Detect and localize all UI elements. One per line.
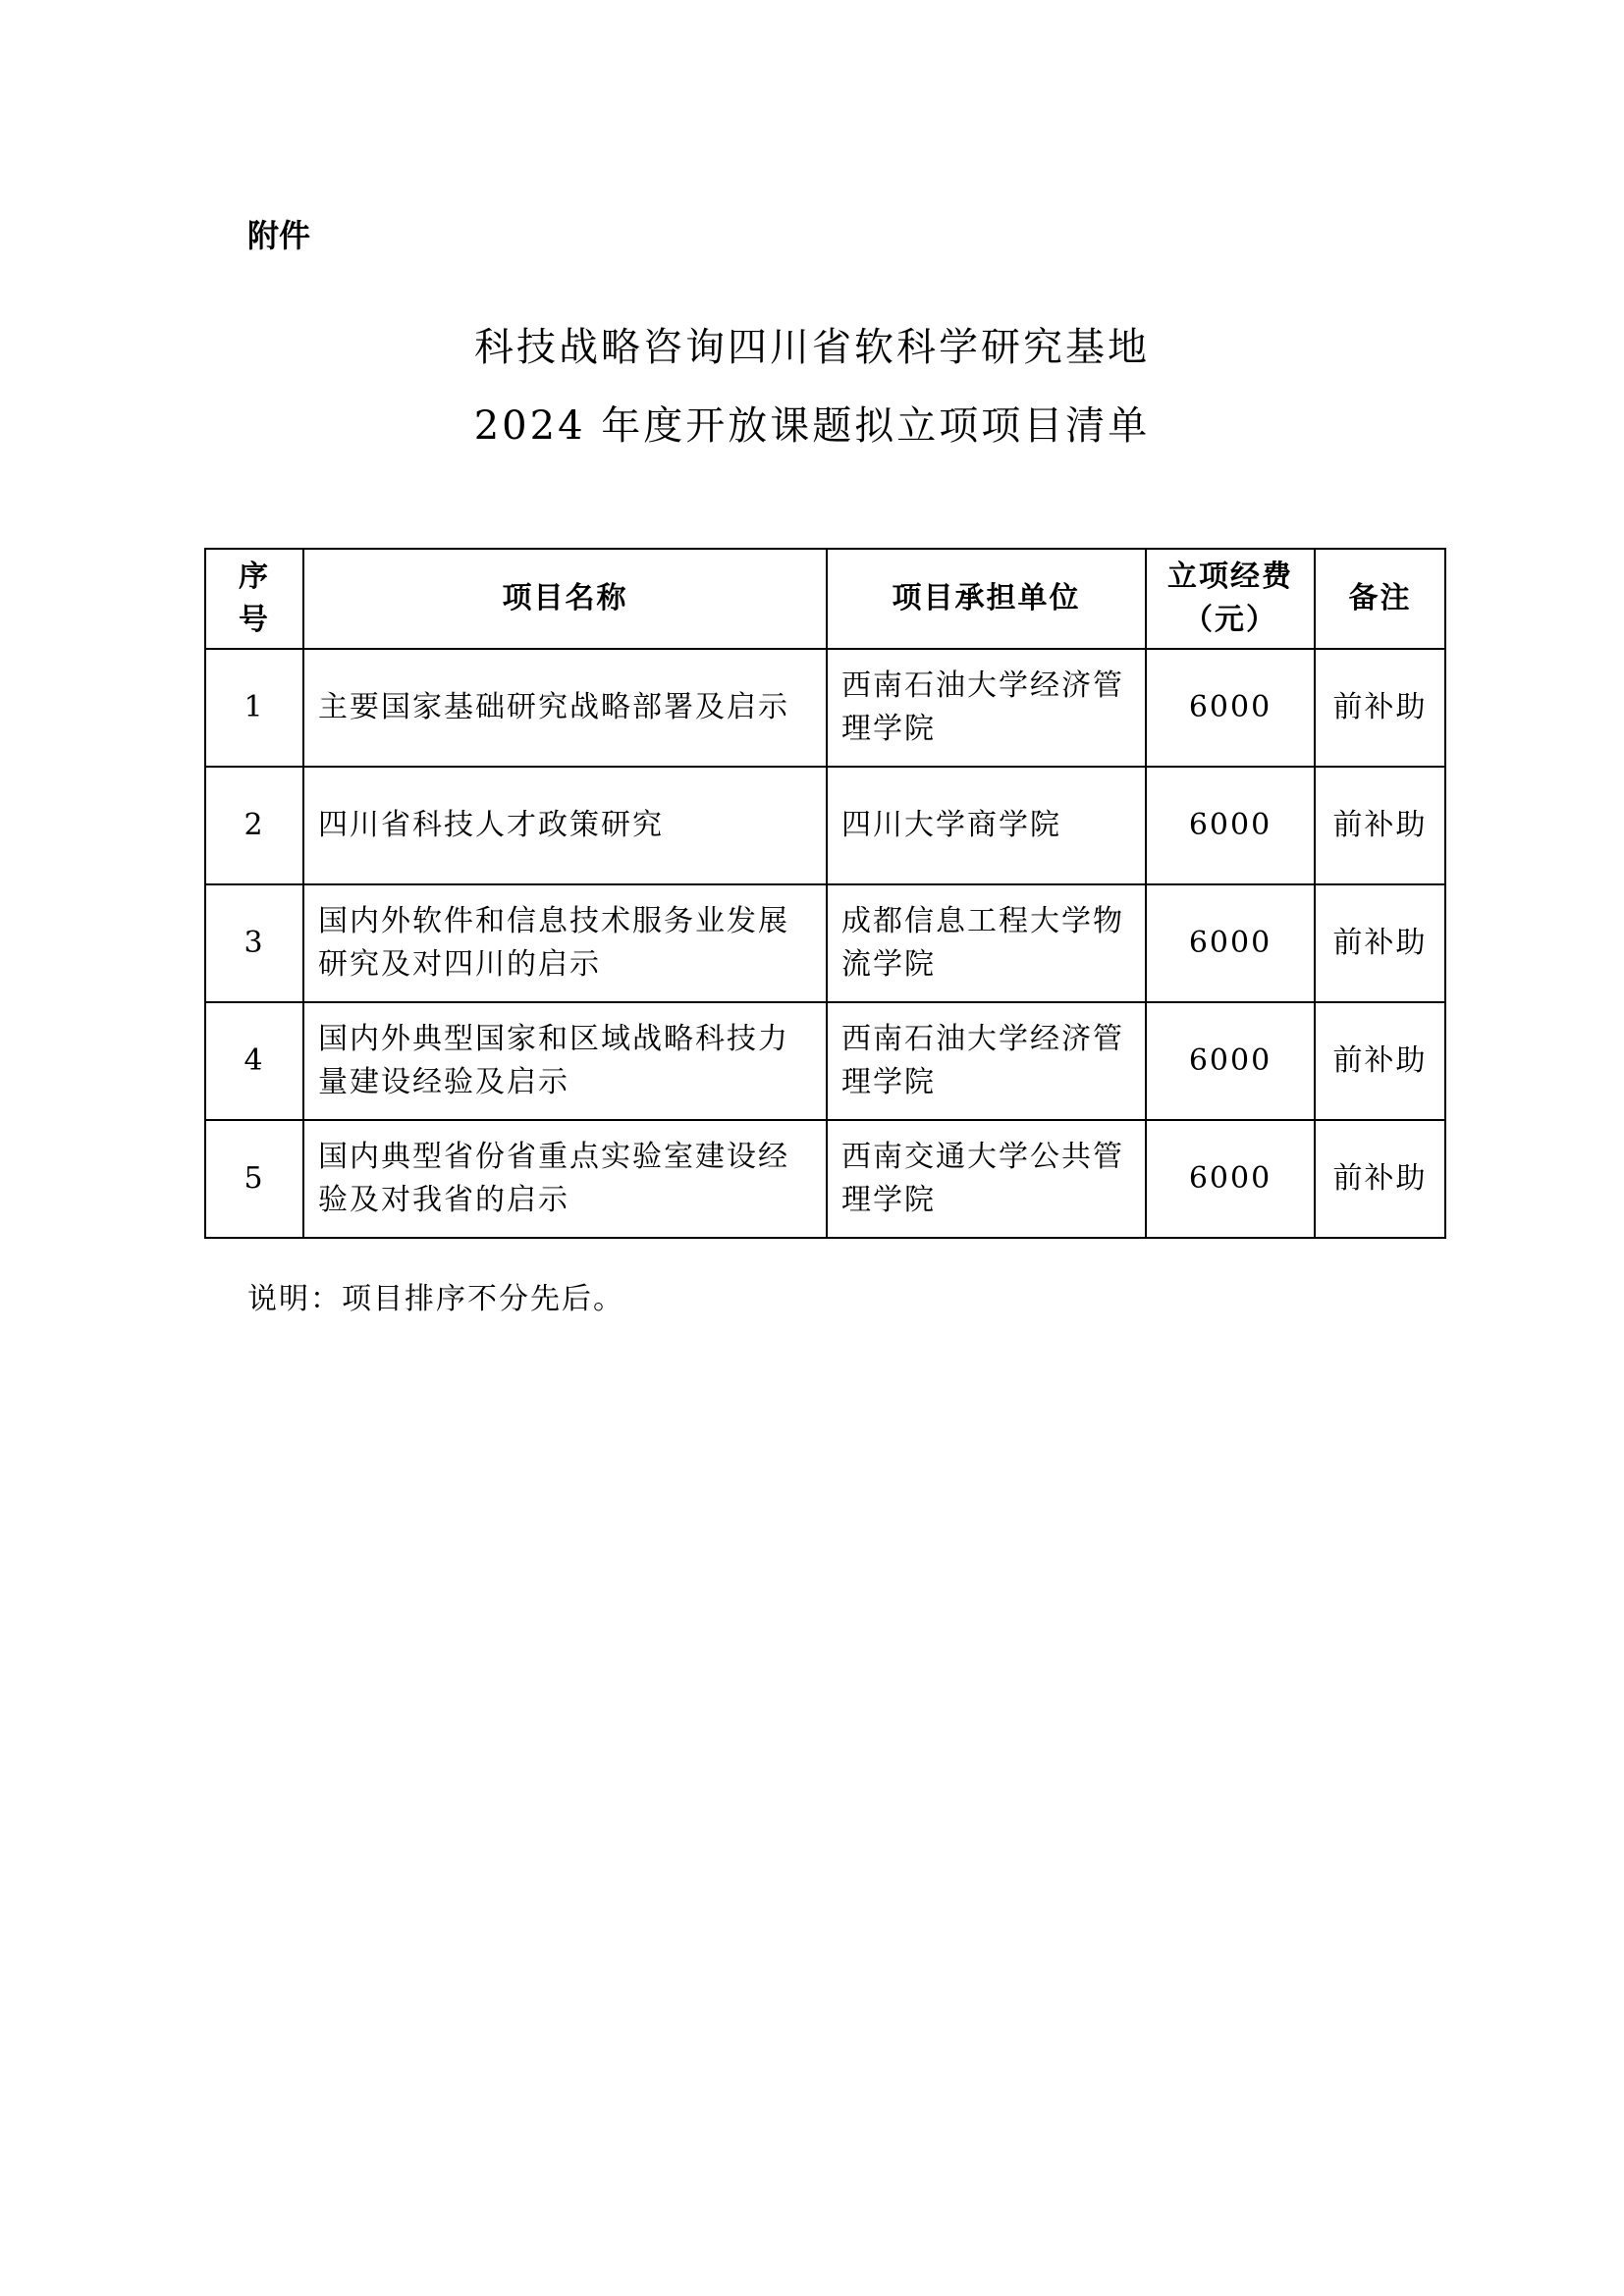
table-header-row	[205, 549, 1445, 649]
row-note: 前补助	[1315, 1002, 1445, 1120]
row-note: 前补助	[1315, 1120, 1445, 1238]
attachment-label: 附件	[247, 217, 311, 254]
header-index-line-1: 序	[239, 560, 270, 594]
table-row	[205, 1120, 1445, 1238]
header-fund-line-1: 立项经费	[1167, 560, 1293, 594]
header-fund	[1146, 549, 1315, 649]
row-unit: 西南交通大学公共管理学院	[827, 1120, 1146, 1238]
table-row	[205, 884, 1445, 1002]
row-index: 2	[205, 767, 303, 884]
table-footnote: 说明：项目排序不分先后。	[247, 1282, 624, 1316]
row-fund: 6000	[1146, 649, 1315, 767]
row-note: 前补助	[1315, 767, 1445, 884]
row-fund: 6000	[1146, 1120, 1315, 1238]
row-unit: 西南石油大学经济管理学院	[827, 649, 1146, 767]
row-fund: 6000	[1146, 1002, 1315, 1120]
row-fund: 6000	[1146, 884, 1315, 1002]
row-unit: 成都信息工程大学物流学院	[827, 884, 1146, 1002]
row-project-name: 国内外典型国家和区域战略科技力量建设经验及启示	[303, 1002, 827, 1120]
row-index: 5	[205, 1120, 303, 1238]
row-index: 4	[205, 1002, 303, 1120]
row-project-name: 四川省科技人才政策研究	[303, 767, 827, 884]
document-title-line-2: 2024 年度开放课题拟立项项目清单	[473, 403, 1151, 449]
header-index	[205, 549, 303, 649]
row-project-name: 国内外软件和信息技术服务业发展研究及对四川的启示	[303, 884, 827, 1002]
table-row	[205, 767, 1445, 884]
table-row	[205, 1002, 1445, 1120]
row-unit: 西南石油大学经济管理学院	[827, 1002, 1146, 1120]
header-project-name: 项目名称	[303, 549, 827, 649]
project-table	[204, 548, 1446, 1239]
header-note: 备注	[1315, 549, 1445, 649]
row-note: 前补助	[1315, 649, 1445, 767]
row-note: 前补助	[1315, 884, 1445, 1002]
row-index: 3	[205, 884, 303, 1002]
header-unit: 项目承担单位	[827, 549, 1146, 649]
table-row	[205, 649, 1445, 767]
row-unit: 四川大学商学院	[827, 767, 1146, 884]
header-fund-line-2: （元）	[1183, 603, 1277, 637]
row-index: 1	[205, 649, 303, 767]
header-index-line-2: 号	[239, 603, 270, 637]
row-fund: 6000	[1146, 767, 1315, 884]
row-project-name: 主要国家基础研究战略部署及启示	[303, 649, 827, 767]
document-title-line-1: 科技战略咨询四川省软科学研究基地	[474, 325, 1150, 370]
row-project-name: 国内典型省份省重点实验室建设经验及对我省的启示	[303, 1120, 827, 1238]
